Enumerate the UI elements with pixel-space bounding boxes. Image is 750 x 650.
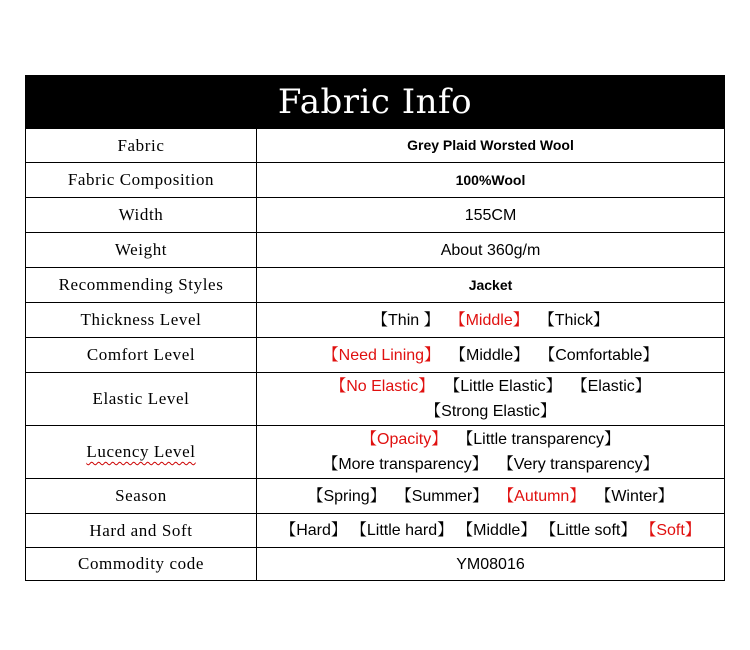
weight-label: Weight (26, 233, 257, 267)
option-thick: 【Thick】 (538, 311, 609, 329)
row-width (26, 197, 724, 232)
option-comfortable: 【Comfortable】 (539, 346, 659, 364)
row-lucency-level (26, 425, 724, 478)
hard-and-soft-options (257, 514, 724, 547)
lucency-level-label: Lucency Level (26, 426, 257, 478)
option-need-lining-selected: 【Need Lining】 (322, 346, 441, 364)
option-little-elastic: 【Little Elastic】 (444, 378, 562, 395)
commodity-code-label: Commodity code (26, 548, 257, 580)
fabric-info-table (25, 75, 725, 581)
row-elastic-level (26, 372, 724, 425)
season-options (257, 479, 724, 513)
option-no-elastic-selected: 【No Elastic】 (330, 378, 435, 395)
option-very-transparency: 【Very transparency】 (497, 456, 659, 473)
option-more-transparency: 【More transparency】 (322, 456, 488, 473)
row-commodity-code (26, 547, 724, 580)
elastic-level-options (257, 373, 724, 425)
row-hard-and-soft (26, 513, 724, 547)
option-winter: 【Winter】 (595, 487, 674, 505)
option-hard: 【Hard】 (280, 522, 347, 539)
recommending-styles-value: Jacket (468, 276, 513, 293)
row-season (26, 478, 724, 513)
row-fabric (26, 128, 724, 162)
fabric-composition-label: Fabric Composition (26, 163, 257, 197)
row-thickness-level (26, 302, 724, 337)
option-opacity-selected: 【Opacity】 (361, 431, 448, 448)
row-comfort-level (26, 337, 724, 372)
option-thin: 【Thin 】 (372, 311, 440, 329)
comfort-level-label: Comfort Level (26, 338, 257, 372)
thickness-level-options (257, 303, 724, 337)
comfort-level-options (257, 338, 724, 372)
option-summer: 【Summer】 (395, 487, 489, 505)
option-elastic: 【Elastic】 (571, 378, 651, 395)
commodity-code-value: YM08016 (456, 555, 525, 573)
fabric-label: Fabric (26, 129, 257, 162)
option-autumn-selected: 【Autumn】 (498, 487, 586, 505)
option-little-soft: 【Little soft】 (540, 522, 637, 539)
option-little-hard: 【Little hard】 (350, 522, 454, 539)
option-spring: 【Spring】 (307, 487, 386, 505)
width-value: 155CM (464, 206, 517, 224)
row-fabric-composition (26, 162, 724, 197)
width-label: Width (26, 198, 257, 232)
hard-and-soft-label: Hard and Soft (26, 514, 257, 547)
fabric-value: Grey Plaid Worsted Wool (407, 137, 574, 153)
option-middle-selected: 【Middle】 (449, 311, 529, 329)
thickness-level-label: Thickness Level (26, 303, 257, 337)
recommending-styles-label: Recommending Styles (26, 268, 257, 302)
table-title: Fabric Info (26, 76, 724, 128)
option-little-transparency: 【Little transparency】 (457, 431, 620, 448)
option-middle-hardness: 【Middle】 (457, 522, 537, 539)
weight-value: About 360g/m (440, 241, 541, 259)
option-middle: 【Middle】 (450, 346, 530, 364)
row-weight (26, 232, 724, 267)
fabric-composition-value: 100%Wool (455, 171, 526, 188)
option-soft-selected: 【Soft】 (640, 522, 701, 539)
option-strong-elastic: 【Strong Elastic】 (425, 403, 556, 420)
elastic-level-label: Elastic Level (26, 373, 257, 425)
row-recommending-styles (26, 267, 724, 302)
season-label: Season (26, 479, 257, 513)
lucency-level-options (257, 426, 724, 478)
